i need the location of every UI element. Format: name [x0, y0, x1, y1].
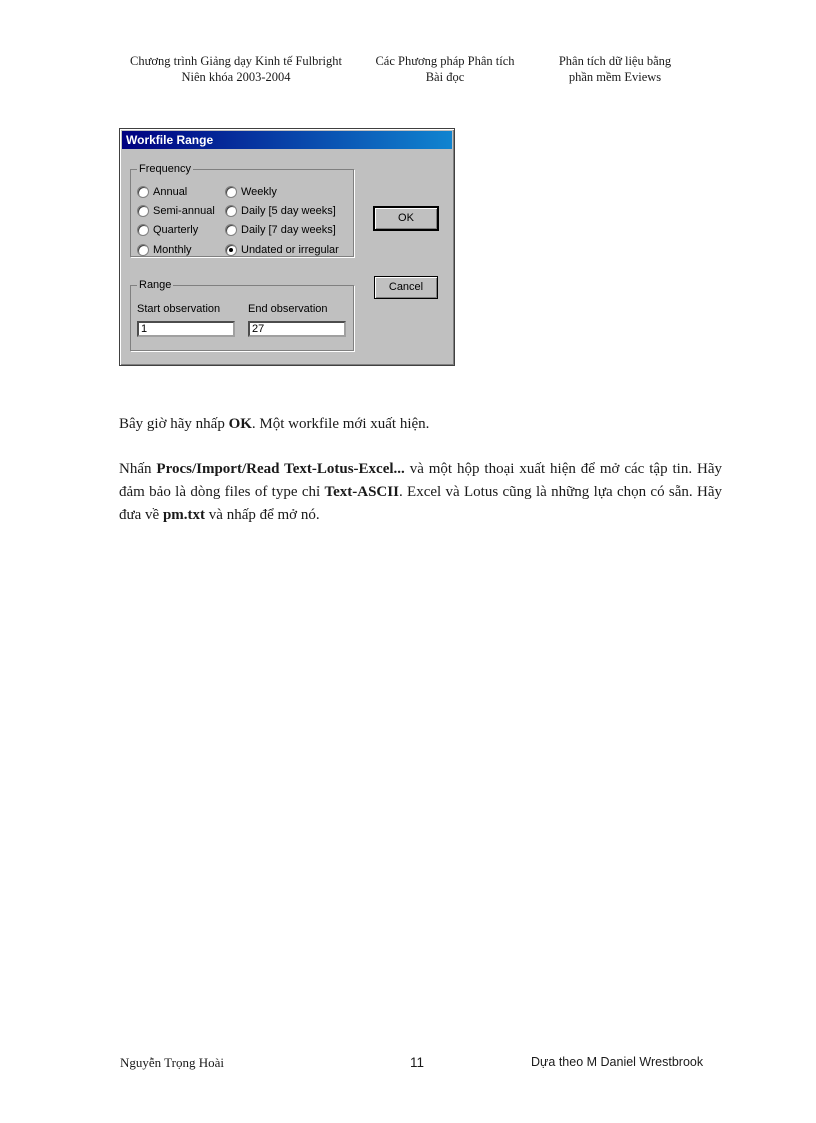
p1-ok-bold: OK: [228, 416, 252, 432]
radio-circle-icon: [137, 244, 149, 256]
radio-annual[interactable]: [137, 186, 187, 198]
cancel-button[interactable]: Cancel: [374, 276, 438, 299]
radio-annual-label: Annual: [153, 186, 188, 198]
radio-semi-annual[interactable]: [137, 205, 215, 217]
radio-circle-icon: [225, 205, 237, 217]
ok-button[interactable]: OK: [374, 207, 438, 230]
radio-circle-icon: [137, 186, 149, 198]
p1-text-a: Bây giờ hãy nhấp: [119, 416, 229, 432]
header-topic-line2: phần mềm Eviews: [568, 70, 662, 84]
p2-text-g: và nhấp để mở nó.: [205, 507, 320, 523]
dialog-title: Workfile Range: [122, 131, 452, 149]
paragraph-2: [119, 458, 722, 527]
radio-circle-icon: [137, 205, 149, 217]
header-program-line1: Chương trình Giảng dạy Kinh tế Fulbright: [130, 54, 342, 68]
start-observation-input[interactable]: 1: [137, 321, 235, 337]
start-observation-label: Start observation: [137, 303, 221, 315]
p2-text-ascii: Text-ASCII: [324, 484, 399, 500]
radio-daily-7-label: Daily [7 day weeks]: [241, 224, 336, 236]
header-program-line2: Niên khóa 2003-2004: [181, 70, 291, 84]
range-group: [130, 279, 354, 351]
p2-menu-path: Procs/Import/Read Text-Lotus-Excel...: [156, 461, 405, 477]
radio-quarterly[interactable]: [137, 224, 198, 236]
radio-undated-label: Undated or irregular: [241, 244, 339, 256]
p2-text-a: Nhấn: [119, 461, 157, 477]
p2-text-c: và một hộp thoại xuất hiện để mở các tập tin. Hãy đảm bảo là dòng files of type chỉ: [119, 461, 722, 500]
header-course: [363, 53, 527, 85]
footer-author: Nguyễn Trọng Hoài: [120, 1055, 225, 1070]
workfile-range-dialog: [119, 128, 455, 366]
header-topic-line1: Phân tích dữ liệu bằng: [558, 54, 672, 68]
radio-semi-annual-label: Semi-annual: [153, 205, 215, 217]
range-legend: Range: [139, 279, 172, 291]
header-topic: [540, 53, 690, 85]
radio-quarterly-label: Quarterly: [153, 224, 199, 236]
end-observation-input[interactable]: 27: [248, 321, 346, 337]
radio-weekly-label: Weekly: [241, 186, 277, 198]
radio-daily-5[interactable]: [225, 205, 336, 217]
radio-weekly[interactable]: [225, 186, 277, 198]
frequency-group: [130, 163, 354, 257]
radio-undated[interactable]: [225, 244, 339, 256]
header-course-line1: Các Phương pháp Phân tích: [375, 54, 515, 68]
radio-circle-icon: [225, 224, 237, 236]
radio-circle-icon: [225, 186, 237, 198]
page-number: 11: [410, 1055, 425, 1070]
paragraph-1: [119, 413, 722, 436]
header-course-line2: Bài đọc: [425, 70, 465, 84]
radio-selected-icon: [225, 244, 237, 256]
p1-text-c: . Một workfile mới xuất hiện.: [251, 416, 430, 432]
frequency-legend: Frequency: [139, 163, 191, 175]
header-program: [112, 53, 360, 85]
radio-daily-7[interactable]: [225, 224, 336, 236]
p2-filename: pm.txt: [162, 507, 206, 523]
footer-source: Dựa theo M Daniel Wrestbrook: [531, 1055, 704, 1069]
end-observation-label: End observation: [248, 303, 328, 315]
p2-text-e: . Excel và Lotus cũng là những lựa chọn có sẵn. Hãy đưa về: [119, 484, 723, 523]
radio-monthly[interactable]: [137, 244, 192, 256]
radio-daily-5-label: Daily [5 day weeks]: [241, 205, 336, 217]
radio-monthly-label: Monthly: [153, 244, 192, 256]
radio-circle-icon: [137, 224, 149, 236]
